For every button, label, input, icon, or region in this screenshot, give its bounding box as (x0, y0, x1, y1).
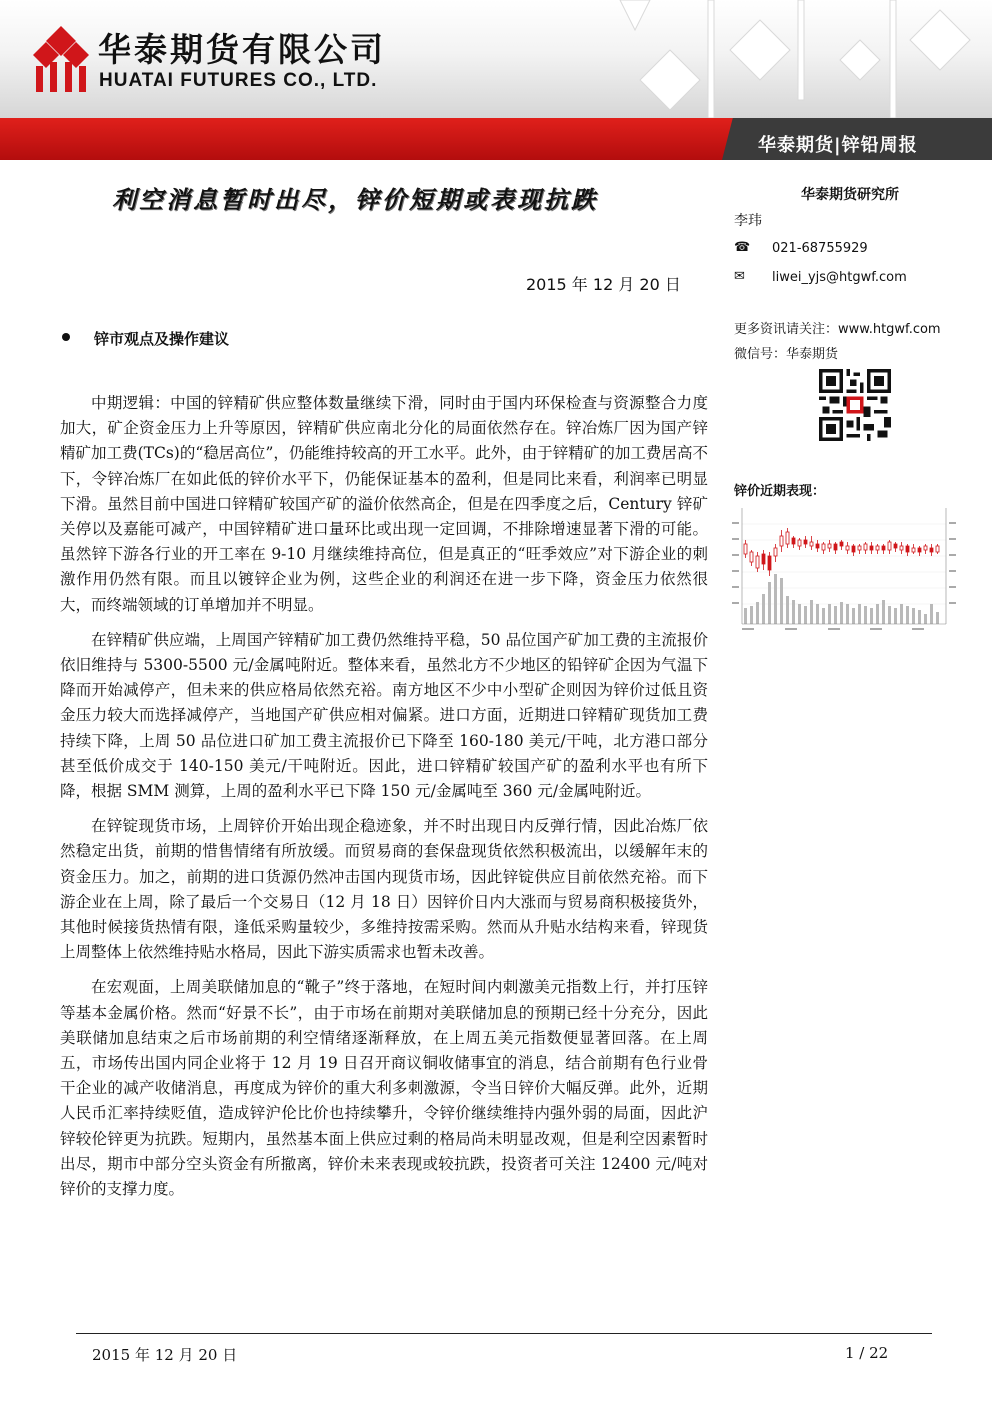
paragraph: 在锌精矿供应端，上周国产锌精矿加工费仍然维持平稳，50 品位国产矿加工费的主流报价依旧维持与 5300-5500 元/金属吨附近。整体来看，虽然北方不少地区的铅锌矿企因为气温下降而开始减停产，但未来的供应格局依然充裕。南方地区不少中小型矿企则因为锌价过低且资金压力较大而选择减停产，当地国产矿供应相对偏紧。进口方面，近期进口锌精矿现货加工费持续下降，上周 50 品位进口矿加工费主流报价已下降至 160-180 美元/干吨，北方港口部分甚至低价成交于 140-150 美元/干吨附近。因此，进口锌精矿较国产矿的盈利水平也有所下降，根据 SMM 测算，上周的盈利水平已下降 150 元/金属吨至 360 元/金属吨附近。 (60, 630, 708, 801)
footer-date: 2015 年 12 月 20 日 (92, 1346, 238, 1364)
wechat-id: 微信号：华泰期货 (734, 347, 839, 362)
report-tag: 华泰期货|锌铅周报 (758, 135, 918, 156)
paragraph: 在宏观面，上周美联储加息的“靴子”终于落地，在短时间内刺激美元指数上行，并打压锌等基本金属价格。然而“好景不长”，由于市场在前期对美联储加息的预期已经十分充分，因此美联储加息结束之后市场前期的利空情绪逐渐释放，在上周五美元指数便显著回落。在上周五，市场传出国内同企业将于 12 月 19 日召开商议铜收储事宜的消息，结合前期有色行业骨干企业的减产收储消息，再度成为锌价的重大利多刺激源，令当日锌价大幅反弹。此外，近期人民币汇率持续贬值，造成锌沪伦比价也持续攀升，令锌价继续维持内强外弱的局面，因此沪锌较伦锌更为抗跌。短期内，虽然基本面上供应过剩的格局尚未明显改观，但是利空因素暂时出尽，期市中部分空头资金有所撤离，锌价未来表现或较抗跌，投资者可关注 12400 元/吨对锌价的支撑力度。 (60, 978, 708, 1199)
header-decoration (560, 0, 992, 118)
zinc-price-chart (730, 500, 956, 638)
analyst-name: 李玮 (734, 213, 762, 229)
paragraph: 中期逻辑：中国的锌精矿供应整体数量继续下滑，同时由于国内环保检查与资源整合力度加大，矿企资金压力上升等原因，锌精矿供应南北分化的局面依然存在。锌冶炼厂因为国产锌精矿加工费(TCs)的“稳居高位”，仍能维持较高的开工水平。此外，由于锌精矿的加工费居高不下，令锌冶炼厂在如此低的锌价水平下，仍能保证基本的盈利，但是同比来看，利润率已明显下滑。虽然目前中国进口锌精矿较国产矿的溢价依然高企，但是在四季度之后，Century 锌矿关停以及嘉能可减产，中国锌精矿进口量环比或出现一定回调，不排除增速显著下滑的可能。虽然锌下游各行业的开工率在 9-10 月继续维持高位，但是真正的“旺季效应”对下游企业的刺激作用仍然有限。而且以镀锌企业为例，这些企业的利润还在进一步下降，资金压力依然很大，而终端领域的订单增加并不明显。 (60, 394, 708, 614)
document-title: 利空消息暂时出尽，锌价短期或表现抗跌 (112, 185, 598, 214)
chart-title: 锌价近期表现： (734, 484, 826, 499)
email-link[interactable]: liwei_yjs@htgwf.com (772, 270, 907, 285)
institute-name: 华泰期货研究所 (801, 187, 899, 203)
qr-code-icon (819, 369, 891, 441)
footer-divider (76, 1333, 932, 1334)
company-name-en: HUATAI FUTURES CO., LTD. (99, 70, 378, 91)
phone-number: 021-68755929 (772, 241, 868, 256)
mail-icon: ✉ (734, 269, 745, 284)
phone-icon: ☎ (734, 240, 751, 255)
company-logo-icon (32, 26, 90, 92)
paragraph: 在锌锭现货市场，上周锌价开始出现企稳迹象，并不时出现日内反弹行情，因此冶炼厂依然稳定出货，前期的惜售情绪有所放缓。而贸易商的套保盘现货依然积极流出，以缓解年末的资金压力。加之，前期的进口货源仍然冲击国内现货市场，因此锌锭供应目前依然充裕。而下游企业在上周，除了最后一个交易日（12 月 18 日）因锌价日内大涨而与贸易商积极接货外，其他时候接货热情有限，逢低采购量较少，多维持按需采购。然而从升贴水结构来看，锌现货上周整体上依然维持贴水格局，因此下游实质需求也暂未改善。 (60, 817, 708, 962)
article-body (60, 391, 708, 1212)
website-info[interactable]: 更多资讯请关注：www.htgwf.com (734, 322, 941, 337)
report-date: 2015 年 12 月 20 日 (526, 275, 681, 294)
bullet-icon (62, 333, 70, 341)
page-number: 1 / 22 (845, 1344, 889, 1362)
company-name-cn: 华泰期货有限公司 (98, 30, 386, 69)
section-heading: 锌市观点及操作建议 (94, 330, 230, 348)
